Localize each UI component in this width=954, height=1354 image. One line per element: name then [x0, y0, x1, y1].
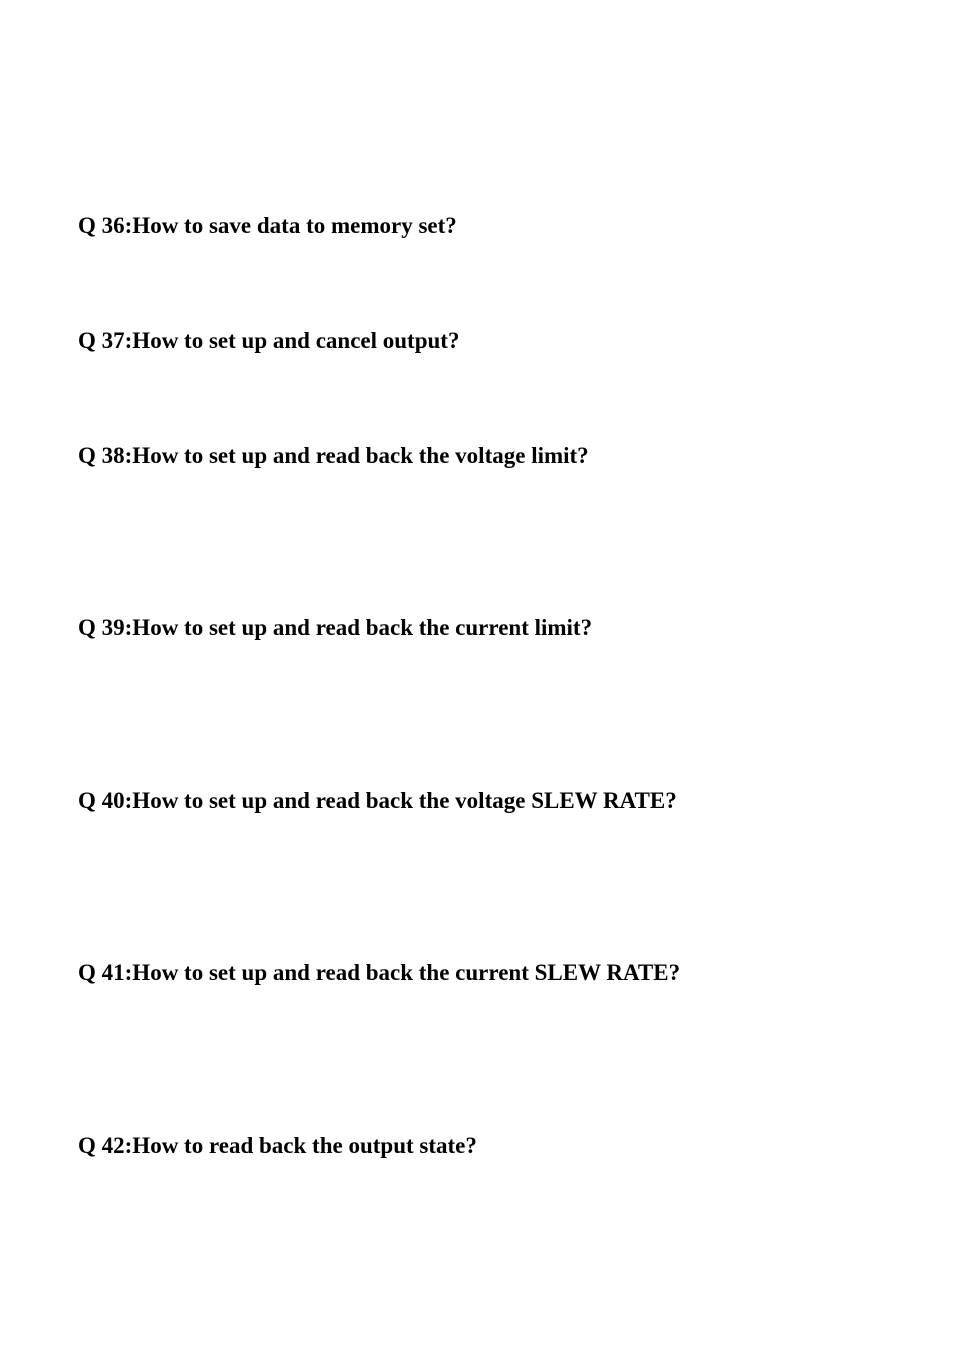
question-heading-41: Q 41:How to set up and read back the current SLEW RATE?: [78, 960, 681, 985]
question-heading-40: Q 40:How to set up and read back the voltage SLEW RATE?: [78, 788, 677, 813]
question-heading-38: Q 38:How to set up and read back the voltage limit?: [78, 443, 589, 468]
question-heading-39: Q 39:How to set up and read back the current limit?: [78, 615, 593, 640]
question-heading-42: Q 42:How to read back the output state?: [78, 1133, 477, 1158]
question-heading-37: Q 37:How to set up and cancel output?: [78, 328, 460, 353]
question-heading-36: Q 36:How to save data to memory set?: [78, 213, 457, 238]
